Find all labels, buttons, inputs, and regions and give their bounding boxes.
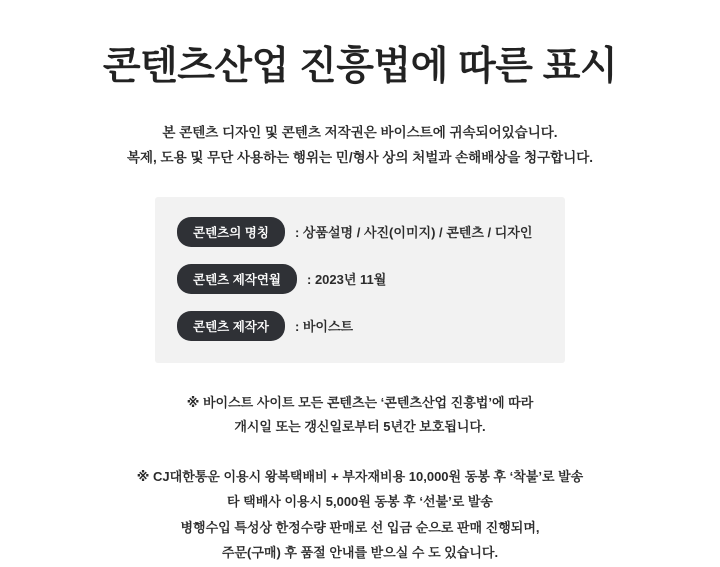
info-label-production-date: 콘텐츠 제작연월 <box>177 264 297 294</box>
intro-line-1: 본 콘텐츠 디자인 및 콘텐츠 저작권은 바이스트에 귀속되어있습니다. <box>162 124 558 140</box>
copyright-note-line-1: ※ 바이스트 사이트 모든 콘텐츠는 ‘콘텐츠산업 진흥법’에 따라 <box>186 394 534 410</box>
content-info-box <box>155 197 565 363</box>
copyright-note <box>187 391 534 440</box>
shipping-note-line-1: ※ CJ대한통운 이용시 왕복택배비 + 부자재비용 10,000원 동봉 후 ‘착불’로 발송 <box>136 469 584 485</box>
intro-line-2: 복제, 도용 및 무단 사용하는 행위는 민/형사 상의 처벌과 손해배상을 청구합니다. <box>126 149 594 165</box>
page-title: 콘텐츠산업 진흥법에 따른 표시 <box>102 45 618 88</box>
info-row-content-name <box>155 217 565 247</box>
info-label-producer: 콘텐츠 제작자 <box>177 311 285 341</box>
info-value-producer: : 바이스트 <box>294 319 354 335</box>
info-value-content-name: : 상품설명 / 사진(이미지) / 콘텐츠 / 디자인 <box>294 225 533 241</box>
shipping-note-line-3: 병행수입 특성상 한정수량 판매로 선 입금 순으로 판매 진행되며, <box>180 519 540 535</box>
info-value-production-date: : 2023년 11월 <box>307 272 387 288</box>
shipping-note-line-4: 주문(구매) 후 품절 안내를 받으실 수 도 있습니다. <box>221 545 499 561</box>
copyright-note-line-2: 개시일 또는 갱신일로부터 5년간 보호됩니다. <box>234 419 486 435</box>
info-row-producer <box>155 311 565 341</box>
shipping-note-line-2: 타 택배사 이용시 5,000원 동봉 후 ‘선불’로 발송 <box>227 494 493 510</box>
info-row-production-date <box>155 264 565 294</box>
info-label-content-name: 콘텐츠의 명칭 <box>177 217 285 247</box>
intro-paragraph <box>127 121 593 171</box>
shipping-note <box>137 464 583 565</box>
